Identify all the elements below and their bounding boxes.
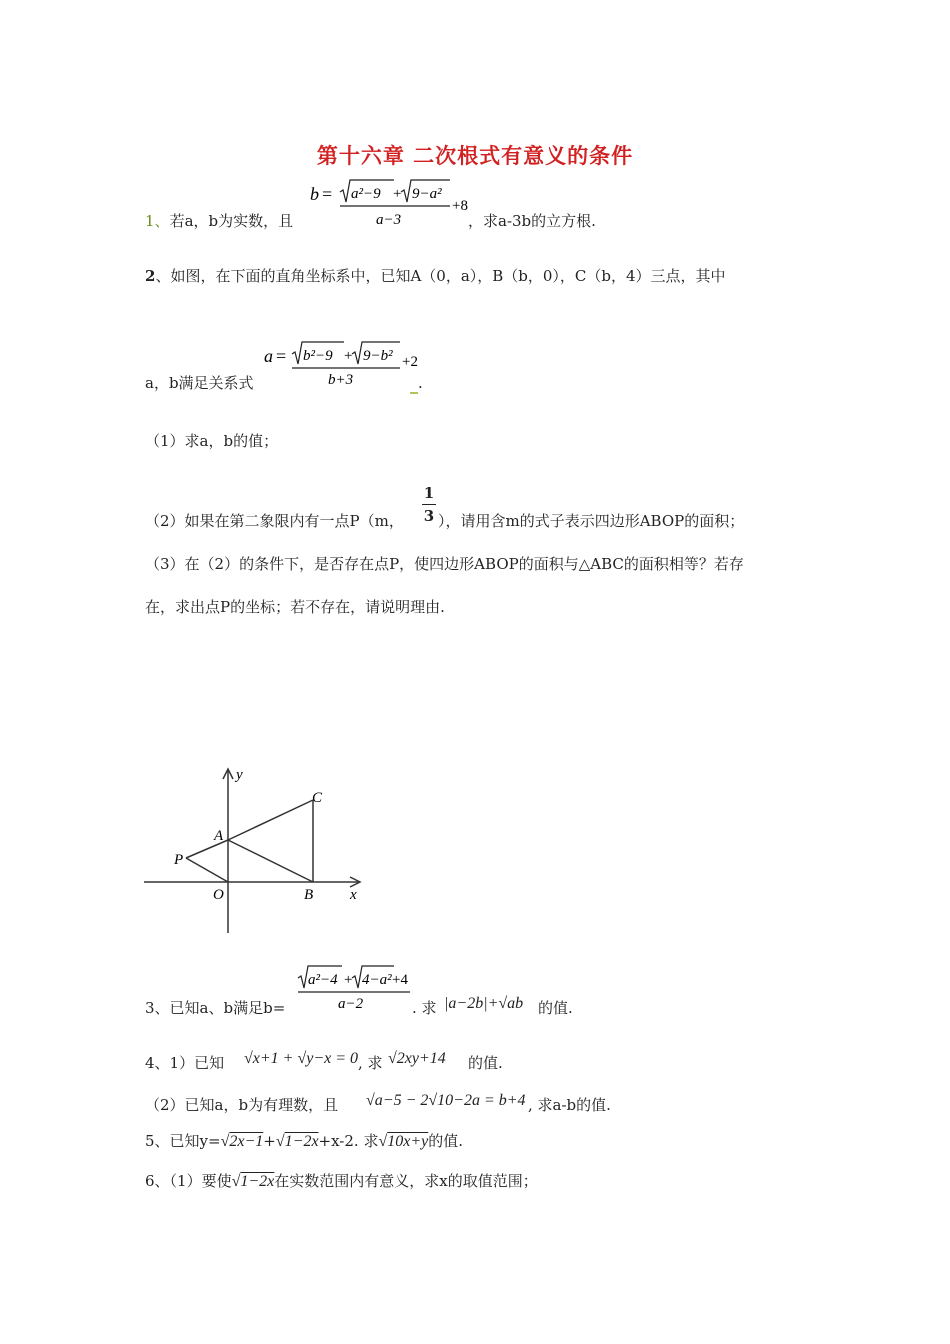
rad-2-content: 1−2x [284, 1133, 319, 1150]
question-4-equation: √x+1 + √y−x = 0 [244, 1050, 359, 1067]
segment-ac [228, 800, 313, 840]
question-4-line-2-after: , 求a-b的值. [528, 1096, 611, 1114]
formula-rad2: 9−b² [363, 348, 393, 364]
question-1-formula [308, 174, 468, 228]
question-4-line-2-equation: √a−5 − 2√10−2a = b+4 [366, 1092, 526, 1109]
formula-eq: = [276, 346, 287, 366]
relation-suffix-text: . [418, 374, 423, 392]
segment-ab [228, 840, 313, 882]
question-6-after: 在实数范围内有意义，求x的取值范围； [274, 1172, 538, 1190]
question-1-sep: 、 [154, 212, 170, 230]
part-2-before: （2）如果在第二象限内有一点P（m， [145, 512, 404, 530]
question-3-mid: . 求 [412, 999, 437, 1017]
fraction-numerator: 1 [423, 484, 435, 502]
question-2-part-3-line-1: （3）在（2）的条件下，是否存在点P，使四边形ABOP的面积与△ABC的面积相等？若存 [145, 555, 744, 573]
label-x: x [350, 887, 357, 903]
question-5-rad-2: √1−2x [275, 1133, 319, 1150]
question-3-before: 3、已知a、b满足b= [145, 999, 286, 1017]
question-5-text [145, 1130, 463, 1153]
question-2-relation-prefix: a，b满足关系式 [145, 374, 254, 392]
question-6-text [145, 1170, 538, 1193]
formula-tail: +2 [402, 354, 418, 370]
question-6-before: 6、（1）要使 [145, 1172, 232, 1190]
label-y: y [236, 767, 243, 783]
formula-rad1: a²−9 [351, 186, 381, 202]
question-2-part-2-after: ），请用含m的式子表示四边形ABOP的面积； [438, 512, 745, 530]
question-4-expression: √2xy+14 [388, 1050, 446, 1067]
question-1-number: 1 [145, 212, 155, 230]
question-5-plus: + [263, 1132, 276, 1150]
label-p: P [174, 852, 184, 868]
formula-den: b+3 [328, 372, 354, 388]
question-5-rad-3: √10x+y [378, 1133, 429, 1150]
question-1-text [145, 210, 293, 232]
question-5-before: 5、已知y= [145, 1132, 221, 1150]
fraction-denominator: 3 [423, 507, 435, 525]
fraction-bar [422, 504, 436, 505]
question-2-relation-suffix [408, 372, 423, 394]
label-c: C [312, 790, 323, 806]
formula-plus: + [344, 348, 353, 364]
question-3-expression: |a−2b|+√ab [444, 995, 524, 1012]
question-6-radical: √1−2x [231, 1173, 275, 1190]
question-2-intro-text: 、如图，在下面的直角坐标系中，已知A（0，a），B（b，0），C（b，4）三点，其中 [155, 267, 726, 285]
question-4-line-2-before: （2）已知a，b为有理数，且 [145, 1096, 339, 1114]
formula-den: a−3 [376, 212, 402, 228]
question-4-line-1-after: 的值. [468, 1054, 503, 1072]
formula-rad2: 4−a² [362, 972, 392, 988]
question-2-formula [262, 336, 422, 390]
question-5-rad-1: √2x−1 [220, 1133, 264, 1150]
formula-plus: + [393, 186, 402, 202]
formula-rad1: a²−4 [308, 972, 338, 988]
rad-3-content: 10x+y [387, 1133, 429, 1150]
page-title: 第十六章 二次根式有意义的条件 [316, 144, 634, 168]
question-5-after: 的值. [428, 1132, 464, 1150]
label-o: O [213, 887, 224, 903]
question-2-part-1: （1）求a，b的值； [145, 432, 279, 450]
question-2-part-2 [145, 510, 404, 532]
formula-plus: + [344, 972, 353, 988]
coordinate-figure [140, 765, 380, 940]
question-2-part-3-line-2: 在，求出点P的坐标；若不存在，请说明理由. [145, 598, 445, 616]
question-4-line-1-mid: , 求 [358, 1054, 383, 1072]
formula-den: a−2 [338, 996, 364, 1012]
question-4-line-1-before: 4、1）已知 [145, 1054, 225, 1072]
question-1-before: 若a，b为实数，且 [169, 212, 294, 230]
label-b: B [304, 887, 314, 903]
question-5-mid: +x-2. 求 [318, 1132, 379, 1150]
rad-1-content: 2x−1 [229, 1133, 264, 1150]
question-3-after: 的值. [538, 999, 573, 1017]
formula-eq: = [322, 184, 333, 204]
formula-tail: +8 [452, 198, 468, 214]
formula-lhs: a [264, 346, 273, 366]
fraction-one-third [422, 484, 436, 525]
question-6-rad-content: 1−2x [240, 1173, 275, 1190]
segment-po [186, 858, 228, 882]
formula-tail: +4 [392, 972, 408, 988]
question-2-number: 2 [145, 267, 156, 285]
formula-lhs: b [310, 184, 319, 204]
formula-rad2: 9−a² [412, 186, 442, 202]
question-1-after: ，求a-3b的立方根. [468, 212, 596, 230]
underline-mark [410, 392, 418, 394]
formula-rad1: b²−9 [303, 348, 333, 364]
question-2-intro [145, 265, 726, 287]
label-a: A [214, 828, 224, 844]
question-3-formula [296, 960, 416, 1014]
